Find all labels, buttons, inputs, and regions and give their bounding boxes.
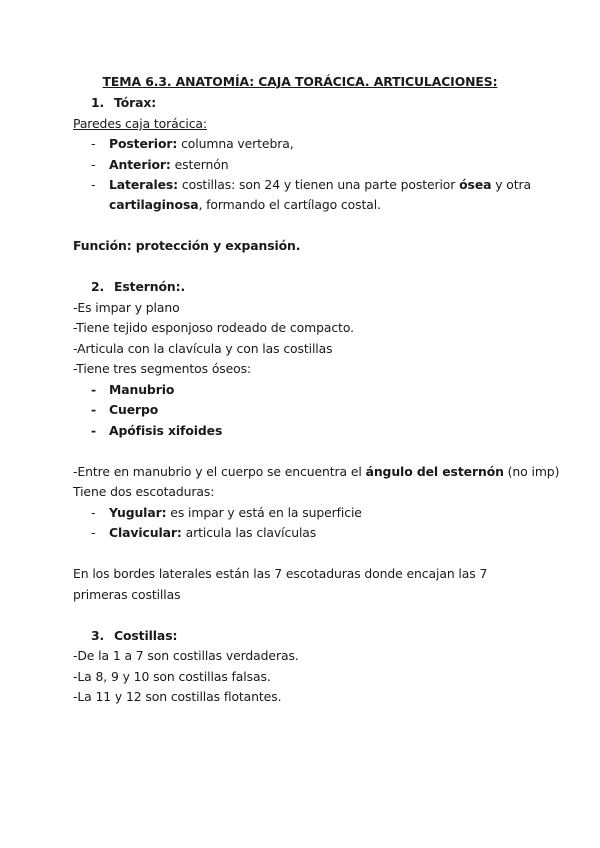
item-text-2: y otra [491, 177, 532, 192]
item-text: costillas: son 24 y tienen una parte posterior [178, 177, 460, 192]
text-line: -La 11 y 12 son costillas flotantes. [73, 689, 282, 704]
text-line: -Articula con la clavícula y con las costillas [73, 341, 333, 356]
text-line: -Tiene tejido esponjoso rodeado de compacto. [73, 320, 354, 335]
item-bold-word: cartilaginosa [109, 197, 199, 212]
item-label: Manubrio [109, 382, 175, 397]
dash-bullet: - [91, 423, 97, 438]
text-line: -De la 1 a 7 son costillas verdaderas. [73, 648, 299, 663]
section-heading-esternon [91, 279, 185, 295]
section-heading-torax [91, 95, 156, 111]
text-line: En los bordes laterales están las 7 escotaduras donde encajan las 7 [73, 566, 488, 581]
item-text: , formando el cartílago costal. [198, 197, 381, 212]
item-text: es impar y está en la superficie [166, 505, 362, 520]
dash-bullet: - [91, 402, 97, 417]
section-number: 3. [91, 628, 105, 643]
item-bold-word: ósea [459, 177, 492, 192]
item-text: columna vertebra, [177, 136, 294, 151]
item-label: Laterales: [109, 177, 179, 192]
item-label: Anterior: [109, 157, 171, 172]
text-fragment: -Entre en manubrio y el cuerpo se encuentra el [73, 464, 366, 479]
text-line: primeras costillas [73, 587, 181, 602]
subheading-paredes: Paredes caja torácica: [73, 116, 207, 131]
text-line: -Tiene tres segmentos óseos: [73, 361, 252, 376]
section-title: Esternón:. [113, 279, 186, 294]
text-bold: ángulo del esternón [365, 464, 504, 479]
dash-bullet: - [91, 505, 96, 520]
dash-bullet: - [91, 177, 96, 192]
dash-bullet: - [91, 382, 97, 397]
item-label: Yugular: [109, 505, 167, 520]
item-label: Posterior: [109, 136, 178, 151]
funcion-line: Función: protección y expansión. [73, 238, 301, 253]
section-title: Tórax: [113, 95, 157, 110]
list-item-continuation [109, 197, 381, 213]
item-label: Cuerpo [109, 402, 159, 417]
item-label: Apófisis xifoides [109, 423, 223, 438]
angulo-line [73, 464, 559, 480]
text-line: -Es impar y plano [73, 300, 180, 315]
item-text: articula las clavículas [181, 525, 317, 540]
item-label: Clavicular: [109, 525, 182, 540]
section-number: 2. [91, 279, 105, 294]
dash-bullet: - [91, 136, 96, 151]
dash-bullet: - [91, 157, 96, 172]
text-line: -La 8, 9 y 10 son costillas falsas. [73, 669, 271, 684]
item-text: esternón [170, 157, 229, 172]
section-number: 1. [91, 95, 105, 110]
dash-bullet: - [91, 525, 96, 540]
text-fragment: (no imp) [503, 464, 560, 479]
section-heading-costillas [91, 628, 177, 644]
section-title: Costillas: [113, 628, 178, 643]
document-title: TEMA 6.3. ANATOMÍA: CAJA TORÁCICA. ARTICULACIONES: [102, 74, 498, 89]
text-line: Tiene dos escotaduras: [73, 484, 215, 499]
